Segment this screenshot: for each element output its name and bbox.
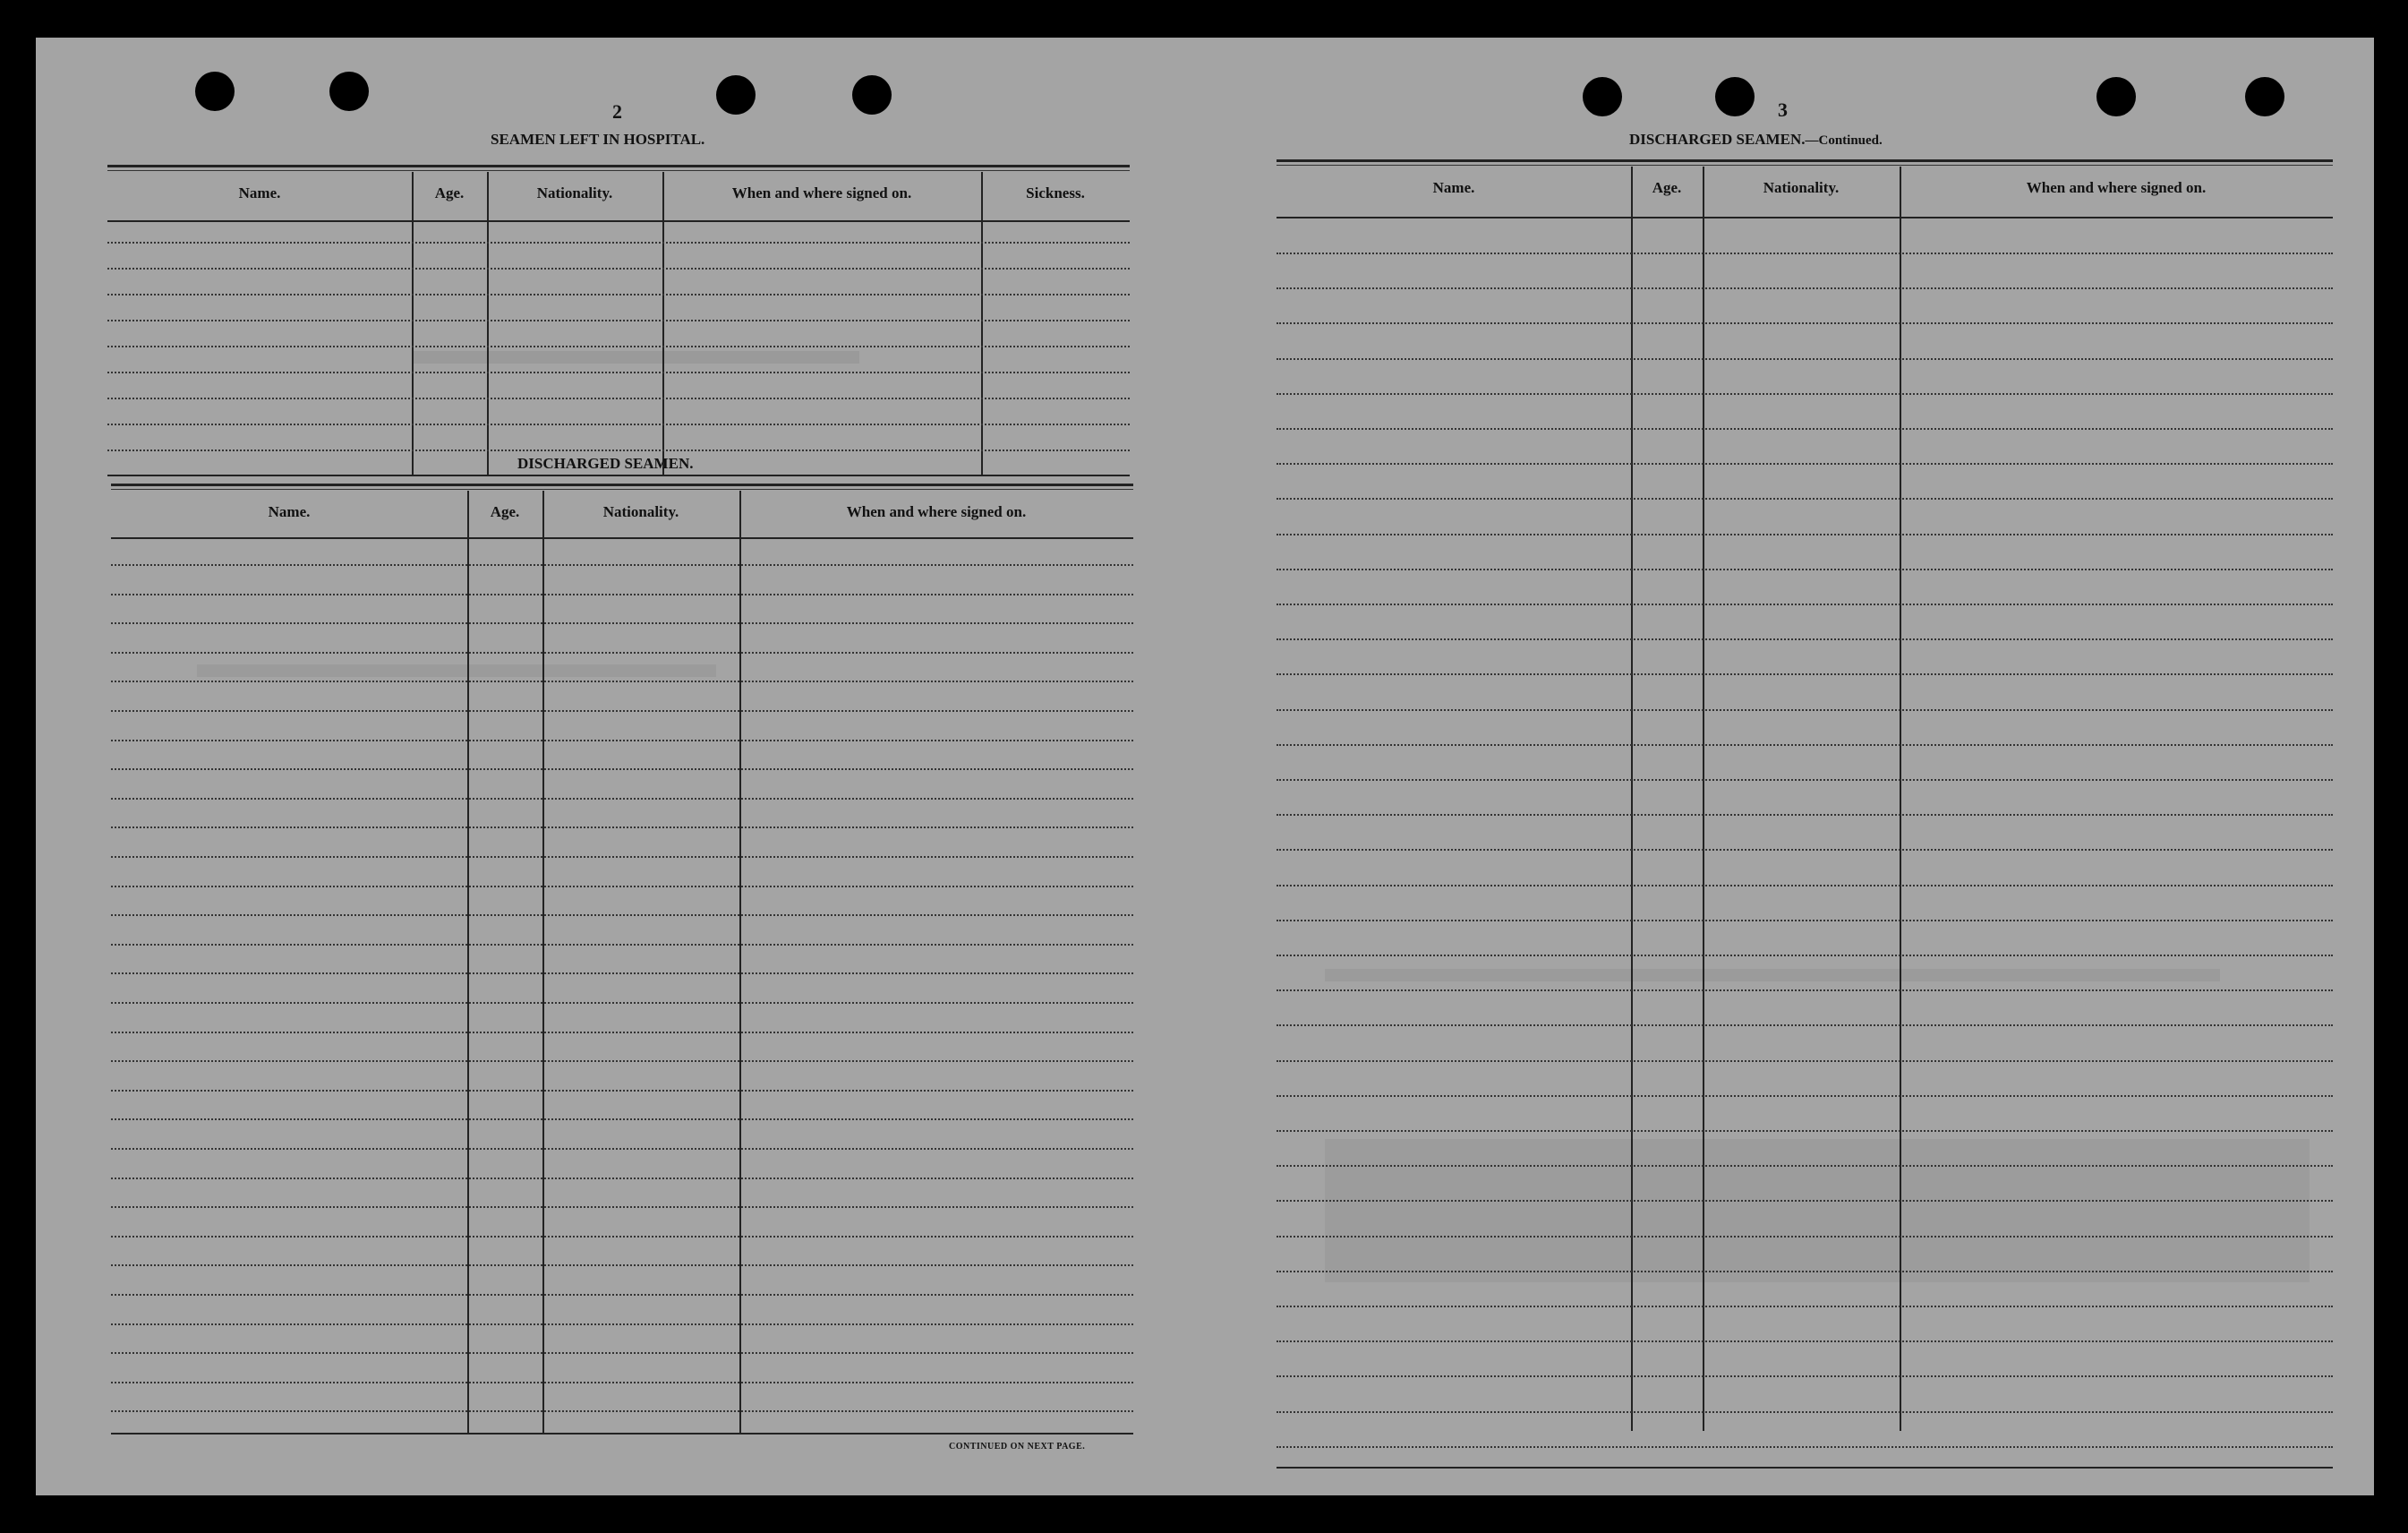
- discharged-section-title-left: DISCHARGED SEAMEN.: [517, 455, 694, 472]
- ruled-row-line: [111, 681, 1133, 682]
- ruled-row-line: [111, 652, 1133, 654]
- ruled-row-line: [111, 944, 1133, 946]
- page-number-right: 3: [1778, 98, 1788, 121]
- hospital-col-sickness: Sickness.: [1026, 184, 1085, 201]
- ruled-row-line: [111, 1236, 1133, 1238]
- ruled-row-line: [111, 1382, 1133, 1383]
- ruled-row-line: [111, 1323, 1133, 1325]
- ruled-row-line: [1277, 1130, 2333, 1132]
- ruled-row-line: [1277, 287, 2333, 289]
- ruled-row-line: [111, 1352, 1133, 1354]
- ruled-row-line: [1277, 1271, 2333, 1272]
- ruled-row-line: [1277, 534, 2333, 535]
- ruled-row-line: [1277, 1340, 2333, 1342]
- discharged-table-left: [111, 484, 1133, 1436]
- ruled-row-line: [1277, 744, 2333, 746]
- ruled-row-line: [111, 972, 1133, 974]
- ruled-row-line: [111, 1060, 1133, 1062]
- ruled-row-line: [1277, 673, 2333, 675]
- ruled-row-line: [1277, 989, 2333, 991]
- ruled-row-line: [111, 1294, 1133, 1296]
- ruled-row-line: [1277, 1446, 2333, 1448]
- ruled-row-line: [1277, 814, 2333, 816]
- document-sheet: [36, 38, 2374, 1495]
- discharged-continued-title-main: DISCHARGED SEAMEN.: [1629, 131, 1806, 148]
- ruled-row-line: [1277, 604, 2333, 605]
- page-number-left: 2: [612, 100, 622, 123]
- right-col-nationality: Nationality.: [1763, 179, 1840, 196]
- punch-hole: [2245, 77, 2284, 116]
- discharged-col-age: Age.: [490, 503, 520, 520]
- ruled-row-line: [111, 1090, 1133, 1092]
- ruled-row-line: [111, 1410, 1133, 1412]
- hospital-col-age: Age.: [434, 184, 465, 201]
- ruled-row-line: [111, 622, 1133, 624]
- punch-hole: [329, 72, 369, 111]
- right-col-name: Name.: [1432, 179, 1475, 196]
- ruled-row-line: [1277, 322, 2333, 324]
- ruled-row-line: [1277, 498, 2333, 500]
- ruled-row-line: [1277, 920, 2333, 921]
- ruled-row-line: [111, 1032, 1133, 1033]
- continued-footer: CONTINUED ON NEXT PAGE.: [949, 1442, 1086, 1452]
- discharged-table-right: [1277, 159, 2333, 1477]
- ruled-row-line: [1277, 1200, 2333, 1202]
- ruled-row-line: [1277, 463, 2333, 465]
- discharged-continued-title: [1629, 131, 1883, 149]
- ruled-row-line: [1277, 885, 2333, 886]
- ruled-row-line: [111, 710, 1133, 712]
- hospital-col-signed-on: When and where signed on.: [731, 184, 912, 201]
- ruled-row-line: [111, 740, 1133, 741]
- ruled-row-line: [111, 1264, 1133, 1266]
- ruled-row-line: [1277, 1024, 2333, 1026]
- ruled-row-line: [111, 768, 1133, 770]
- hospital-col-nationality: Nationality.: [536, 184, 613, 201]
- ruled-row-line: [1277, 1060, 2333, 1062]
- punch-hole: [852, 75, 892, 115]
- ruled-row-line: [1277, 955, 2333, 956]
- punch-hole: [716, 75, 756, 115]
- ruled-row-line: [1277, 393, 2333, 395]
- ruled-row-line: [111, 914, 1133, 916]
- hospital-section-title: SEAMEN LEFT IN HOSPITAL.: [491, 131, 705, 148]
- ruled-row-line: [1277, 1306, 2333, 1307]
- ruled-row-line: [111, 886, 1133, 887]
- ruled-row-line: [1277, 709, 2333, 711]
- hospital-col-name: Name.: [238, 184, 281, 201]
- ruled-row-line: [111, 1206, 1133, 1208]
- hospital-table: [107, 165, 1130, 480]
- ruled-row-line: [1277, 779, 2333, 781]
- ruled-row-line: [111, 826, 1133, 828]
- ruled-row-line: [1277, 638, 2333, 640]
- ruled-row-line: [111, 798, 1133, 800]
- ruled-row-line: [111, 856, 1133, 858]
- ruled-row-line: [1277, 253, 2333, 254]
- ruled-row-line: [1277, 569, 2333, 570]
- ruled-row-line: [1277, 1236, 2333, 1238]
- discharged-col-name: Name.: [268, 503, 311, 520]
- ruled-row-line: [111, 1002, 1133, 1004]
- ruled-row-line: [1277, 1165, 2333, 1167]
- ruled-row-line: [111, 1118, 1133, 1120]
- punch-hole: [2096, 77, 2136, 116]
- ruled-row-line: [1277, 358, 2333, 360]
- ruled-row-line: [111, 1178, 1133, 1179]
- ruled-row-line: [1277, 1095, 2333, 1097]
- right-col-signed-on: When and where signed on.: [2026, 179, 2207, 196]
- punch-hole: [1715, 77, 1755, 116]
- right-col-age: Age.: [1652, 179, 1682, 196]
- ruled-row-line: [111, 564, 1133, 566]
- discharged-col-nationality: Nationality.: [602, 503, 679, 520]
- ruled-row-line: [1277, 1375, 2333, 1377]
- discharged-continued-suffix: —Continued.: [1805, 133, 1883, 148]
- punch-hole: [195, 72, 235, 111]
- ruled-row-line: [111, 1148, 1133, 1150]
- ruled-row-line: [1277, 1411, 2333, 1413]
- ruled-row-line: [111, 594, 1133, 595]
- punch-hole: [1583, 77, 1622, 116]
- discharged-col-signed-on: When and where signed on.: [846, 503, 1027, 520]
- ruled-row-line: [1277, 428, 2333, 430]
- ruled-row-line: [1277, 849, 2333, 851]
